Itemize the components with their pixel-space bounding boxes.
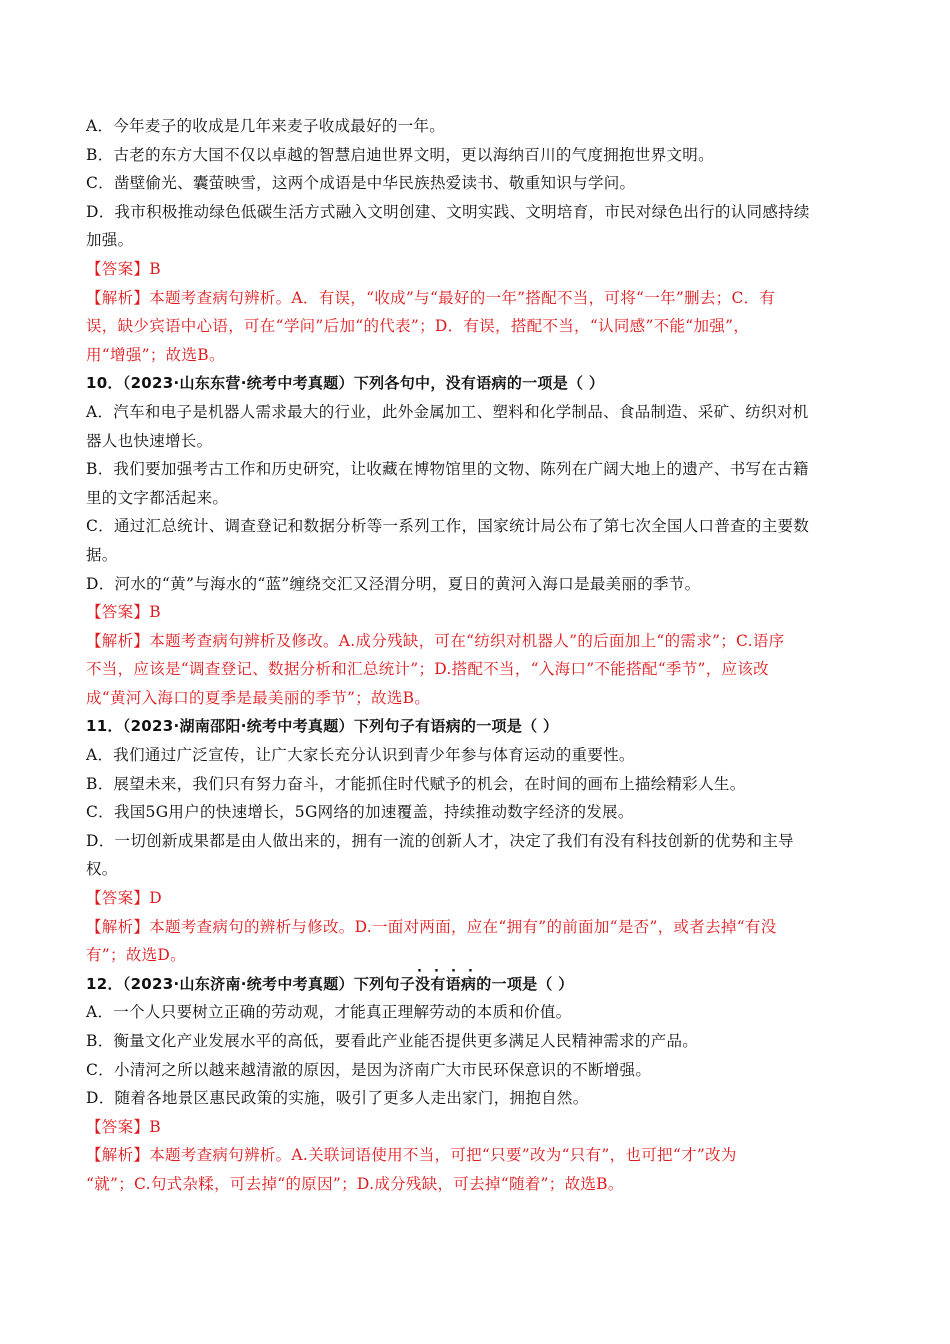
q10-option-d: D．河水的“黄”与海水的“蓝”缠绕交汇又泾渭分明，夏日的黄河入海口是最美丽的季节。	[86, 574, 701, 593]
q12-title	[86, 970, 866, 999]
q11-title: 11．（2023·湖南邵阳·统考中考真题）下列句子有语病的一项是（ ）	[86, 717, 559, 736]
q11-option-d: D．一切创新成果都是由人做出来的，拥有一流的创新人才，决定了我们有没有科技创新的优势和主导	[86, 831, 794, 850]
q9-analysis-cont: 用“增强”；故选B。	[86, 345, 225, 364]
q12-answer: 【答案】B	[86, 1117, 161, 1136]
q9-analysis: 【解析】本题考查病句辨析。A．有误，“收成”与“最好的一年”搭配不当，可将“一年”删去；C．有	[86, 288, 776, 307]
q10-title: 10．（2023·山东东营·统考中考真题）下列各句中，没有语病的一项是（ ）	[86, 374, 605, 393]
q10-option-b-cont: 里的文字都活起来。	[86, 488, 229, 507]
q9-option-b: B．古老的东方大国不仅以卓越的智慧启迪世界文明，更以海纳百川的气度拥抱世界文明。	[86, 145, 714, 164]
q10-option-c: C．通过汇总统计、调查登记和数据分析等一系列工作，国家统计局公布了第七次全国人口普查的主要数	[86, 517, 810, 536]
q12-option-d: D．随着各地景区惠民政策的实施，吸引了更多人走出家门，拥抱自然。	[86, 1089, 589, 1108]
q12-option-b: B．衡量文化产业发展水平的高低，要看此产业能否提供更多满足人民精神需求的产品。	[86, 1032, 699, 1050]
q12-analysis-cont: “就”；C.句式杂糅，可去掉“的原因”；D.成分残缺，可去掉“随着”；故选B。	[86, 1174, 624, 1193]
q10-option-a: A．汽车和电子是机器人需求最大的行业，此外金属加工、塑料和化学制品、食品制造、采矿、纺织对机	[86, 402, 809, 421]
q12-title-emphasis: · · 没有语病	[415, 970, 476, 999]
q11-option-c: C．我国5G用户的快速增长，5G网络的加速覆盖，持续推动数字经济的发展。	[86, 803, 634, 822]
q9-analysis-cont: 误，缺少宾语中心语，可在“学问”后加“的代表”；D．有误，搭配不当，“认同感”不能“加强”，	[86, 317, 750, 336]
q10-option-a-cont: 器人也快速增长。	[86, 431, 213, 450]
q9-answer: 【答案】B	[86, 259, 161, 278]
q12-option-c: C．小清河之所以越来越清澈的原因，是因为济南广大市民环保意识的不断增强。	[86, 1060, 652, 1079]
q12-title-pre: 12．（2023·山东济南·统考中考真题）下列句子	[86, 974, 416, 993]
q11-option-b: B．展望未来，我们只有努力奋斗，才能抓住时代赋予的机会，在时间的画布上描绘精彩人生。	[86, 774, 746, 793]
q10-option-b: B．我们要加强考古工作和历史研究，让收藏在博物馆里的文物、陈列在广阔大地上的遗产、书写在古籍	[86, 460, 809, 479]
document-page	[86, 112, 866, 1199]
q12-option-a: A．一个人只要树立正确的劳动观，才能真正理解劳动的本质和价值。	[86, 1003, 572, 1022]
q10-analysis-cont: 成“黄河入海口的夏季是最美丽的季节”；故选B。	[86, 688, 431, 707]
q9-option-d-cont: 加强。	[86, 231, 134, 250]
q10-option-c-cont: 据。	[86, 545, 118, 564]
q11-analysis: 【解析】本题考查病句的辨析与修改。D.一面对两面，应在“拥有”的前面加“是否”，或者去掉“有没	[86, 917, 777, 936]
q9-option-d: D．我市积极推动绿色低碳生活方式融入文明创建、文明实践、文明培育，市民对绿色出行的认同感持续	[86, 202, 810, 221]
q10-analysis-cont: 不当，应该是“调查登记、数据分析和汇总统计”；D.搭配不当，“入海口”不能搭配“季节”，应该改	[86, 660, 769, 679]
q12-analysis: 【解析】本题考查病句辨析。A.关联词语使用不当，可把“只要”改为“只有”，也可把“才”改为	[86, 1146, 737, 1165]
q10-analysis: 【解析】本题考查病句辨析及修改。A.成分残缺，可在“纺织对机器人”的后面加上“的需求”；C.语序	[86, 631, 785, 650]
q9-option-c: C．凿壁偷光、囊萤映雪，这两个成语是中华民族热爱读书、敬重知识与学问。	[86, 174, 636, 193]
q12-title-post: 的一项是（ ）	[476, 974, 574, 993]
q11-option-a: A．我们通过广泛宣传，让广大家长充分认识到青少年参与体育运动的重要性。	[86, 746, 635, 765]
q11-option-d-cont: 权。	[86, 860, 118, 879]
q9-option-a: A．今年麦子的收成是几年来麦子收成最好的一年。	[86, 117, 446, 135]
q11-answer: 【答案】D	[86, 889, 162, 908]
q10-answer: 【答案】B	[86, 603, 161, 622]
q11-analysis-cont: 有”；故选D。	[86, 946, 186, 965]
